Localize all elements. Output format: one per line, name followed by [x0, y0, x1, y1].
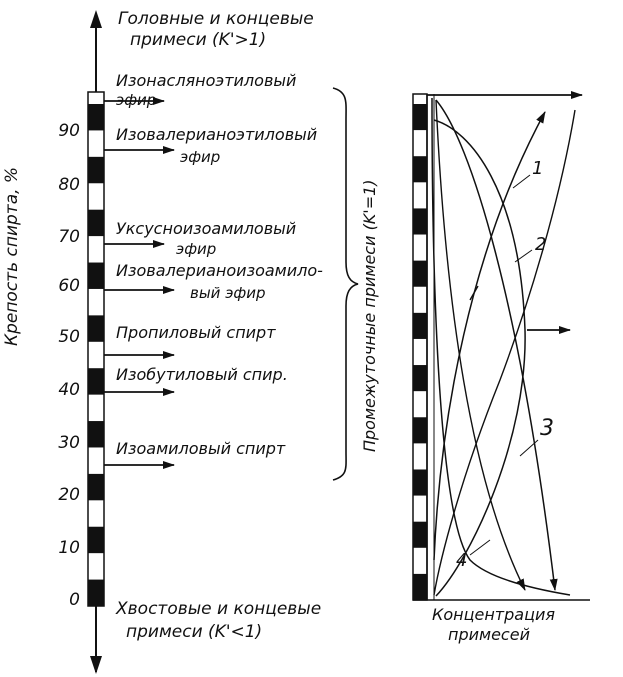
impurity-1-line-1: Изонасляноэтиловый — [116, 71, 297, 90]
bar-stripe — [413, 156, 427, 182]
impurity-3-line-1: Уксусноизоамиловый — [116, 219, 297, 238]
left-strength-bar — [88, 92, 104, 606]
y-tick-10: 10 — [58, 538, 80, 558]
bar-stripe — [88, 580, 104, 606]
curve-number-3: 3 — [540, 416, 554, 441]
bar-stripe — [88, 157, 104, 183]
right-column-bar — [413, 94, 427, 600]
y-tick-0: 0 — [69, 590, 80, 610]
bar-stripe — [413, 417, 427, 443]
bar-stripe — [88, 210, 104, 236]
impurity-4-line-1: Изовалерианоизоамило- — [116, 261, 323, 280]
bar-stripe — [413, 574, 427, 600]
bar-stripe — [88, 104, 104, 130]
bar-stripe — [88, 368, 104, 394]
top-label-line-1: Головные и концевые — [118, 9, 314, 29]
bar-stripe — [413, 261, 427, 287]
top-label-line-2: примеси (K'>1) — [130, 30, 267, 50]
axis-arrow-up — [90, 10, 102, 28]
curve-2 — [434, 120, 525, 596]
impurity-1-line-2: эфир — [116, 91, 157, 109]
impurity-6-line-1: Изобутиловый спир. — [116, 365, 288, 384]
bar-stripe — [88, 527, 104, 553]
bar-stripe — [88, 263, 104, 289]
intermediate-label: Промежуточные примеси (K'=1) — [360, 179, 379, 452]
x-axis-label-line-2: примесей — [448, 625, 530, 644]
bar-stripe — [413, 313, 427, 339]
y-tick-90: 90 — [58, 121, 80, 141]
curve-tick — [470, 286, 478, 300]
y-tick-80: 80 — [58, 175, 80, 195]
y-tick-50: 50 — [58, 327, 80, 347]
y-tick-20: 20 — [58, 485, 80, 505]
impurity-7-line-1: Изоамиловый спирт — [116, 439, 286, 458]
bottom-label-line-1: Хвостовые и концевые — [116, 599, 322, 619]
impurity-4-line-2: вый эфир — [190, 284, 266, 302]
y-axis-label: Крепость спирта, % — [2, 166, 22, 346]
impurity-5-line-1: Пропиловый спирт — [116, 323, 276, 342]
leader-4 — [470, 540, 490, 555]
impurity-2-line-1: Изовалерианоэтиловый — [116, 125, 318, 144]
bar-stripe — [413, 365, 427, 391]
bar-stripe — [413, 208, 427, 234]
bar-stripe — [413, 469, 427, 495]
y-tick-60: 60 — [58, 276, 80, 296]
curve-number-1: 1 — [532, 158, 544, 179]
y-tick-40: 40 — [58, 380, 80, 400]
curve-a — [432, 98, 570, 595]
bar-stripe — [88, 315, 104, 341]
impurity-arrows — [104, 101, 174, 465]
bottom-label-line-2: примеси (K'<1) — [126, 622, 263, 642]
x-axis-label-line-1: Концентрация — [432, 605, 555, 624]
bar-stripe — [413, 104, 427, 130]
impurity-2-line-2: эфир — [180, 148, 221, 166]
y-tick-30: 30 — [58, 433, 80, 453]
y-tick-70: 70 — [58, 227, 80, 247]
curve-number-4: 4 — [456, 550, 468, 571]
bar-stripe — [413, 522, 427, 548]
bar-stripe — [88, 474, 104, 500]
impurity-3-line-2: эфир — [176, 240, 217, 258]
curve-number-2: 2 — [535, 234, 547, 255]
axis-arrow-down — [90, 656, 102, 674]
leader-1 — [513, 175, 530, 188]
bar-stripe — [88, 421, 104, 447]
curve-c — [436, 100, 525, 590]
brace — [333, 88, 358, 480]
